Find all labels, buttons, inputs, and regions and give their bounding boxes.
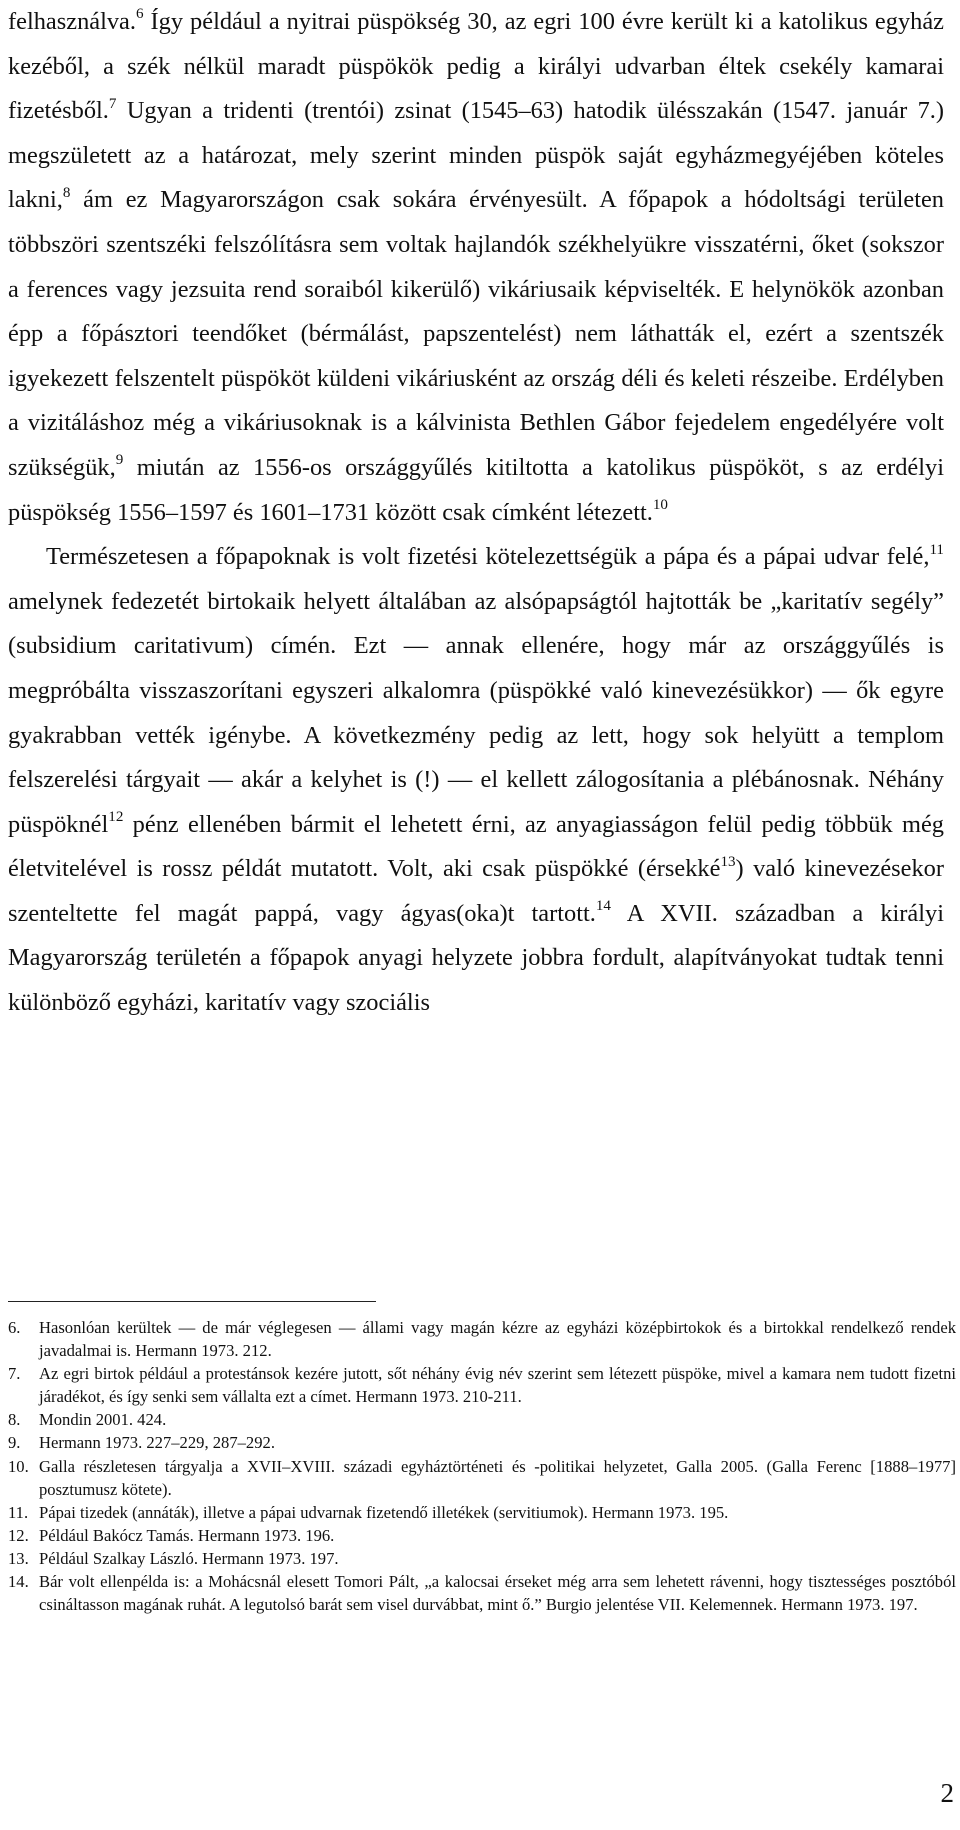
paragraph-text: Így például a nyitrai püspökség 30, az egri 100 évre került ki a katolikus egyház kezéből, a szék nélkül maradt püspökök pedig a királyi udvarban éltek csekély kamarai fizetésből. <box>8 8 944 125</box>
footnote-text: Az egri birtok például a protestánsok kezére jutott, sőt néhány évig név szerint sem létezett püspöke, mivel a kamara nem tudott fizetni járadékot, és így senki sem vállalta ezt a címet. Hermann 1973. 210-211. <box>39 1364 956 1407</box>
footnote-number: 11. <box>8 1502 29 1522</box>
footnote-number: 7. <box>8 1364 21 1384</box>
paragraph-text: felhasználva. <box>8 8 136 35</box>
footnote-separator <box>8 1301 376 1302</box>
paragraph-text: miután az 1556-os országgyűlés kitiltotta a katolikus püspököt, s az erdélyi püspökség 1556–1597 és 1601–1731 között csak címként létezett. <box>8 453 944 526</box>
footnote-number: 13. <box>8 1548 29 1568</box>
footnote <box>8 1431 956 1454</box>
paragraph-2 <box>8 535 944 1026</box>
footnote-number: 12. <box>8 1525 29 1545</box>
footnote-text: Például Szalkay László. Hermann 1973. 197. <box>39 1548 339 1568</box>
footnote-ref-11: 11 <box>929 541 944 558</box>
paragraph-1 <box>8 0 944 535</box>
footnote-number: 6. <box>8 1318 21 1337</box>
main-text <box>8 0 944 1026</box>
paragraph-text: Természetesen a főpapoknak is volt fizetési kötelezettségük a pápa és a pápai udvar felé, <box>46 543 930 571</box>
footnote-ref-14: 14 <box>595 898 611 915</box>
footnote <box>8 1547 956 1570</box>
footnote-text: Hasonlóan kerültek — de már véglegesen — állami vagy magán kézre az egyházi középbirtokok és a birtokkal rendelkező rendek javadalmai is. Hermann 1973. 212. <box>39 1318 956 1361</box>
paragraph-text: ) való kinevezésekor szenteltette fel magát pappá, vagy ágyas(oka)t tartott. <box>8 855 944 927</box>
footnote-text: Galla részletesen tárgyalja a XVII–XVIII. századi egyháztörténeti és -politikai helyzetet, Galla 2005. (Galla Ferenc [1888–1977] posztumusz kötete). <box>39 1456 956 1499</box>
footnote <box>8 1455 956 1501</box>
footnote <box>8 1524 956 1547</box>
footnote-number: 9. <box>8 1433 21 1453</box>
footnote-text: Hermann 1973. 227–229, 287–292. <box>39 1433 275 1453</box>
footnote-ref-13: 13 <box>720 853 736 870</box>
page-number: 2 <box>940 1778 954 1808</box>
footnote-ref-8: 8 <box>62 184 71 201</box>
footnote-ref-6: 6 <box>135 6 144 23</box>
footnote-text: Pápai tizedek (annáták), illetve a pápai udvarnak fizetendő illetékek (servitiumok). Hermann 1973. 195. <box>39 1502 729 1522</box>
paragraph-text: amelynek fedezetét birtokaik helyett általában az alsópapságtól hajtották be „karitatív segély” (subsidium caritativum) címén. Ezt — annak ellenére, hogy már az országgyűlés is megpróbálta visszaszorítani egyszeri alkalomra (püspökké való kinevezésükkor) — ők egyre gyakrabban vették igénybe. A következmény pedig az lett, hogy sok helyütt a templom felszerelési tárgyait — akár a kelyhet is (!) — el kellett zálogosítania a plébánosnak. Néhány püspöknél <box>8 587 944 838</box>
footnote <box>8 1362 956 1408</box>
footnote-ref-9: 9 <box>115 452 124 469</box>
paragraph-text: Ugyan a tridenti (trentói) zsinat (1545–63) hatodik ülésszakán (1547. január 7.) megszületett az a határozat, mely szerint minden püspök saját egyházmegyéjében köteles lakni, <box>8 97 944 214</box>
footnote <box>8 1316 956 1362</box>
footnote-text: Mondin 2001. 424. <box>39 1410 167 1430</box>
footnote-ref-10: 10 <box>652 496 668 513</box>
footnote-number: 8. <box>8 1410 21 1430</box>
paragraph-text: ám ez Magyarországon csak sokára érvényesült. A főpapok a hódoltsági területen többszöri szentszéki felszólításra sem voltak hajlandók székhelyükre visszatérni, őket (sokszor a ferences vagy jezsuita rend soraiból kikerülő) vikáriusaik képviselték. E helynökök azonban épp a főpásztori teendőket (bérmálást, papszentelést) nem láthatták el, ezért a szentszék igyekezett felszentelt püspököt küldeni vikáriusként az ország déli és keleti részeibe. Erdélyben a vizitáláshoz még a vikáriusoknak is a kálvinista Bethlen Gábor fejedelem engedélyére volt szükségük, <box>8 186 944 481</box>
footnote-ref-7: 7 <box>108 95 117 112</box>
footnote <box>8 1408 956 1431</box>
footnote-number: 14. <box>8 1572 29 1592</box>
footnote <box>8 1570 956 1616</box>
footnote-ref-12: 12 <box>108 809 124 826</box>
footnote-text: Bár volt ellenpélda is: a Mohácsnál elesett Tomori Pált, „a kalocsai érseket még arra sem lehetett rávenni, hogy tisztességes posztóból csináltasson magának ruhát. A legutolsó barát sem visel durvábbat, mint ő.” Burgio jelentése VII. Kelemennek. Hermann 1973. 197. <box>39 1572 956 1615</box>
paragraph-text: pénz ellenében bármit el lehetett érni, az anyagiasságon felül pedig többük még életvitelével is rossz példát mutatott. Volt, aki csak püspökké (érsekké <box>8 810 944 883</box>
footnote <box>8 1501 956 1524</box>
footnote-number: 10. <box>8 1456 29 1476</box>
footnote-text: Például Bakócz Tamás. Hermann 1973. 196. <box>39 1525 335 1545</box>
footnotes <box>8 1316 956 1616</box>
paragraph-text: A XVII. században a királyi Magyarország területén a főpapok anyagi helyzete jobbra fordult, alapítványokat tudtak tenni különböző egyházi, karitatív vagy szociális <box>8 899 944 1017</box>
